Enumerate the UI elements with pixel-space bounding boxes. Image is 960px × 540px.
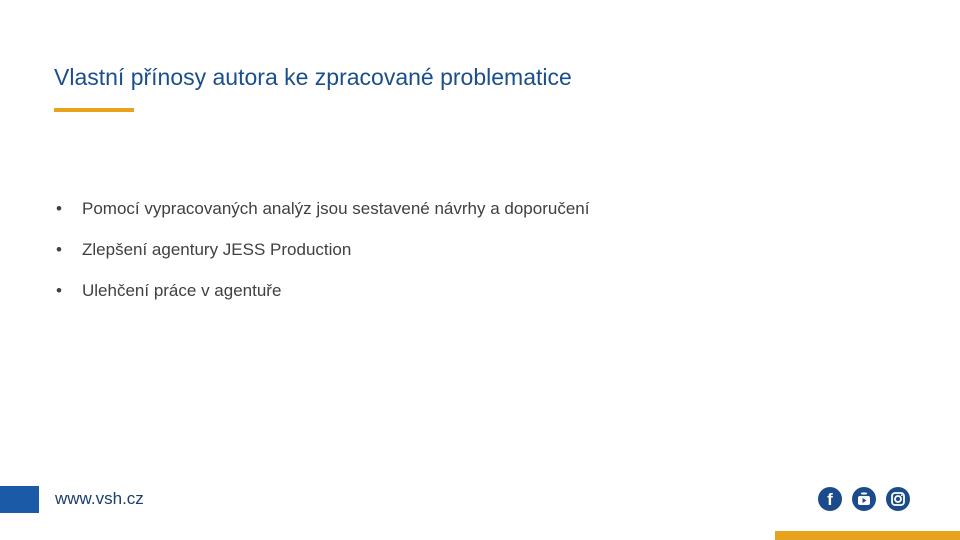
list-item	[56, 237, 589, 278]
bullet-text: Ulehčení práce v agentuře	[82, 281, 282, 300]
slide-title: Vlastní přínosy autora ke zpracované problematice	[54, 64, 572, 90]
footer-orange-bar	[775, 531, 960, 540]
bullet-list	[56, 196, 589, 319]
youtube-icon[interactable]	[852, 487, 876, 511]
footer-url-link[interactable]: www.vsh.cz	[55, 489, 144, 508]
facebook-icon[interactable]	[818, 487, 842, 511]
instagram-icon[interactable]	[886, 487, 910, 511]
title-underline	[54, 108, 134, 112]
list-item	[56, 196, 589, 237]
bullet-dot: •	[56, 240, 62, 259]
list-item	[56, 278, 589, 319]
svg-text:f: f	[827, 490, 833, 509]
bullet-text: Pomocí vypracovaných analýz jsou sestavené návrhy a doporučení	[82, 199, 590, 218]
bullet-dot: •	[56, 199, 62, 218]
bullet-dot: •	[56, 281, 62, 300]
bullet-text: Zlepšení agentury JESS Production	[82, 240, 352, 259]
footer-blue-block	[0, 486, 39, 513]
